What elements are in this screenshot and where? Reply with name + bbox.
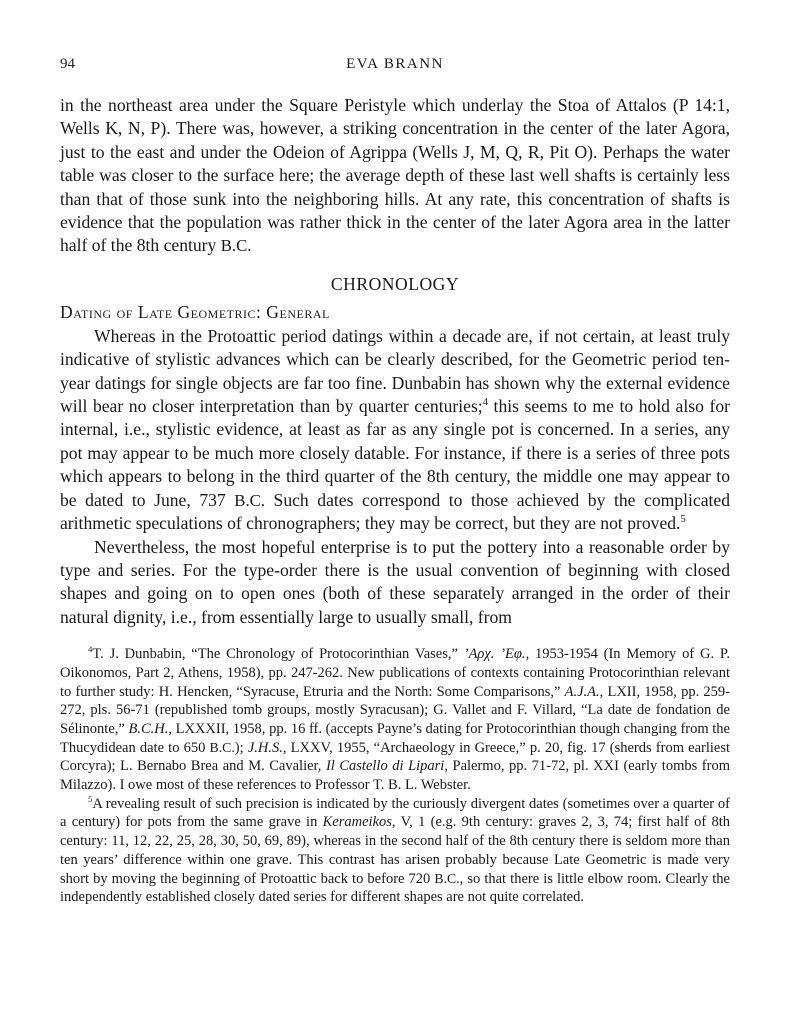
page <box>60 56 730 907</box>
footnote-text: T. J. Dunbabin, “The Chronology of Protocorinthian Vases,” <box>92 646 458 663</box>
footnote-4 <box>60 645 730 795</box>
footnote-text: , so that there is little elbow room. Clearly the independently established closely dated series for different shapes are not quite correlated. <box>60 870 730 906</box>
footnote-text: ); <box>234 739 248 756</box>
footnote-text: , LXII, 1958, pp. 259-272, pls. 56-71 (republished tomb groups, mostly Syracusan); G. Vallet and F. Villard, “La date de fondation de Sélinonte,” <box>60 683 730 737</box>
book-title: Il Castello di Lipari <box>325 758 445 775</box>
page-number: 94 <box>60 56 75 72</box>
paragraph-3: Nevertheless, the most hopeful enterprise is to put the pottery into a reasonable order by type and series. For the type-order there is the usual convention of beginning with closed shapes and going on to open ones (both of these separately arranged in the order of their natural dignity, i.e., from essentially large to usually small, from <box>60 536 730 627</box>
running-head <box>60 56 730 80</box>
footnote-text: A revealing result of such precision is indicated by the curiously divergent dates (sometimes over a quarter of a century) for pots from the same grave in <box>60 795 730 831</box>
subsection-title: Dating of Late Geometric: General <box>60 301 330 322</box>
era-abbreviation: B.C. <box>209 739 235 755</box>
era-abbreviation: B.C. <box>234 490 265 510</box>
era-abbreviation: B.C. <box>220 236 252 256</box>
footnote-text: , LXXV, 1955, “Archaeology in Greece,” p. 20, fig. 17 (sherds from earliest Corcyra); L. Bernabo Brea and M. Cavalier, <box>60 739 731 775</box>
paragraph-2-text-c: Such dates correspond to those achieved by the complicated arithmetic speculations of chronographers; they may be correct, but they are not proved. <box>60 489 730 534</box>
footnote-text: , Palermo, pp. 71-72, pl. XXI (early tombs from Milazzo). I owe most of these references to Professor T. B. L. Webster. <box>60 758 730 794</box>
footnote-mark: 4 <box>88 644 93 655</box>
section-title: CHRONOLOGY <box>330 273 460 294</box>
book-title: Kerameikos <box>322 814 392 831</box>
paragraph-1-text: in the northeast area under the Square Peristyle which underlay the Stoa of Attalos (P 14:1, Wells K, N, P). There was, however, a striking concentration in the center of the later Agora, just to the east and under the Odeion of Agrippa (Wells J, M, Q, R, Pit O). Perhaps the water table was closer to the surface here; the average depth of these last well shafts is certainly less than that of those sunk into the neighboring hills. At any rate, this concentration of shafts is evidence that the population was rather thick in the center of the later Agora area in the latter half of the 8th century <box>60 95 730 256</box>
journal-title: J.H.S. <box>247 739 283 756</box>
body-text <box>60 94 730 629</box>
footnote-5 <box>60 795 730 907</box>
journal-title: A.J.A. <box>564 683 600 700</box>
footnotes <box>60 645 730 907</box>
paragraph-1 <box>60 94 730 258</box>
footnote-text: , 1953-1954 (In Memory of G. P. Oikonomos, Part 2, Athens, 1958), pp. 247-262. New publications of contexts containing Protocorinthian relevant to further study: H. Hencken, “Syracuse, Etruria and the North: Some Comparisons,” <box>60 646 731 700</box>
footnote-ref-5[interactable]: 5 <box>680 514 686 526</box>
footnote-text: , V, 1 (e.g. 9th century: graves 2, 3, 74; first half of 8th century: 11, 12, 22, 25, 28, 30, 50, 69, 89), whereas in the second half of the 8th century there is seldom more than ten years’ difference within one grave. This contrast has arisen probably because Late Geometric is made very short by moving the beginning of Protoattic back to before 720 <box>60 814 730 887</box>
era-abbreviation: B.C. <box>434 870 460 886</box>
journal-title: B.C.H. <box>128 720 169 737</box>
paragraph-2-text-b: this seems to me to hold also for internal, i.e., stylistic evidence, at least as far as any single pot is concerned. In a series, any pot may appear to be much more closely datable. For instance, if there is a series of three pots which appears to belong in the third quarter of the 8th century, the middle one may appear to be dated to June, 737 <box>60 396 730 510</box>
running-head-author: EVA BRANN <box>346 56 444 72</box>
footnote-ref-4[interactable]: 4 <box>482 397 488 409</box>
paragraph-2 <box>60 325 730 536</box>
journal-title: ’Aρχ. ’Eφ. <box>463 646 526 663</box>
footnote-text: , LXXXII, 1958, pp. 16 ff. (accepts Payne’s dating for Protocorinthian though changing from the Thucydidean date to 650 <box>60 720 730 756</box>
paragraph-2-text-a: Whereas in the Protoattic period datings within a decade are, if not certain, at least truly indicative of stylistic advances which can be clearly described, for the Geometric period ten-year datings for single objects are far too fine. Dunbabin has shown why the external evidence will bear no closer interpretation than by quarter centuries; <box>60 325 730 417</box>
footnote-mark: 5 <box>88 793 93 804</box>
